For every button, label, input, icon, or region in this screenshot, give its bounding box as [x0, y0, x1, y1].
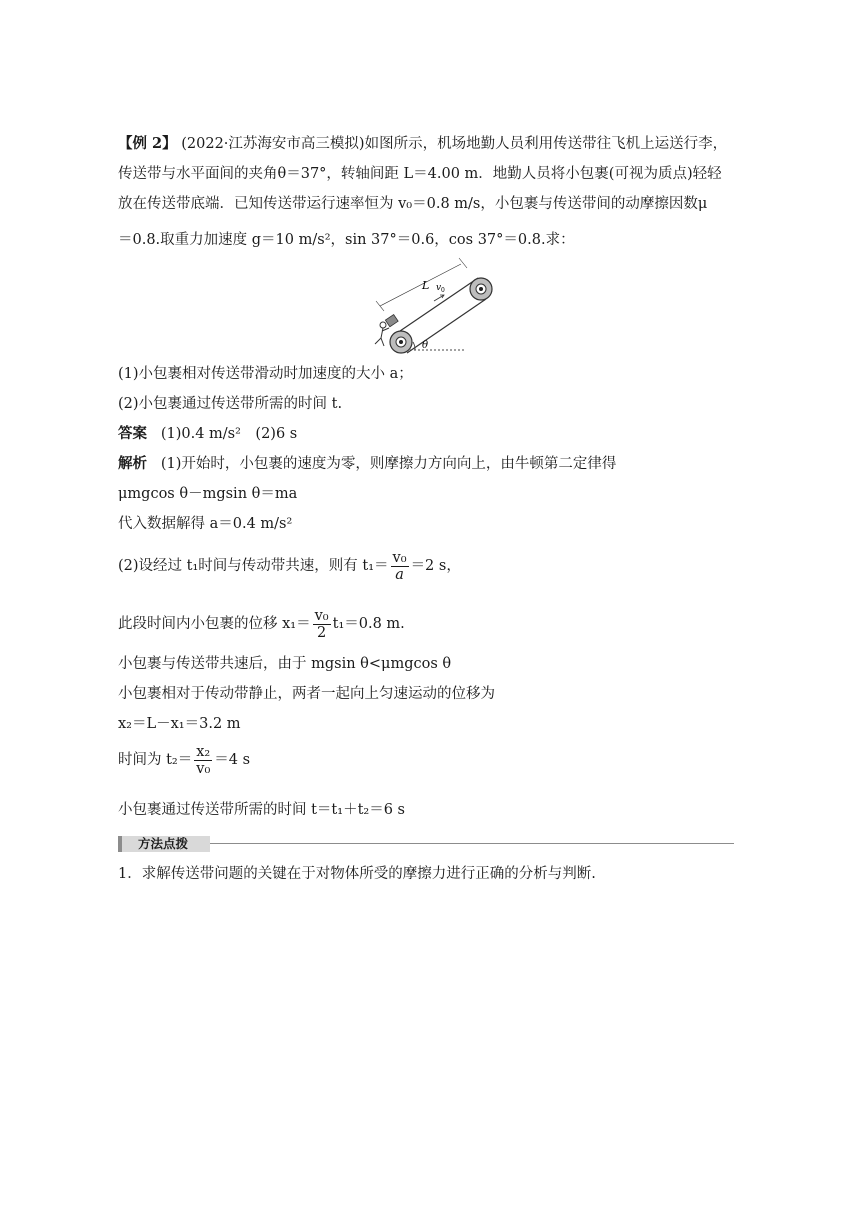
- example-line-4: ＝0.8.取重力加速度 g＝10 m/s²，sin 37°＝0.6，cos 37°＝0.8.求：: [118, 232, 575, 248]
- analysis-line-1: 解析 (1)开始时，小包裹的速度为零，则摩擦力方向向上，由牛顿第二定律得: [118, 455, 617, 472]
- package: [385, 315, 398, 327]
- label-theta: θ: [422, 340, 429, 351]
- belt-bottom: [407, 299, 486, 353]
- analysis-line-9: 时间为 t₂＝ $\frac{\text{x₂}}{\text{v₀}}$ ＝4 s: [118, 743, 251, 777]
- example-line-2: 传送带与水平面间的夹角θ＝37°，转轴间距 L＝4.00 m．地勤人员将小包裹(可视为质点)轻轻: [118, 166, 722, 182]
- answer-line: [118, 424, 297, 444]
- analysis-line-4: (2)设经过 t₁时间与传动带共速，则有 t₁＝ $\frac{\text{v₀}}{a}$ ＝2 s，: [118, 549, 461, 583]
- question-1: (1)小包裹相对传送带滑动时加速度的大小 a；: [118, 366, 413, 382]
- example-line-3: 放在传送带底端．已知传送带运行速率恒为 v₀＝0.8 m/s，小包裹与传送带间的动摩擦因数μ: [118, 196, 708, 212]
- velocity-arrow: [434, 295, 444, 301]
- fraction-v0-over-2: $\frac{\text{v₀}}{2}$: [314, 607, 329, 641]
- method-tip-header: [118, 836, 734, 852]
- analysis-line-6: 小包裹与传送带共速后，由于 mgsin θ<μmgcos θ: [118, 656, 452, 672]
- answer-text: (1)0.4 m/s² (2)6 s: [160, 426, 298, 442]
- question-2: (2)小包裹通过传送带所需的时间 t.: [118, 396, 343, 412]
- analysis-line-8: x₂＝L－x₁＝3.2 m: [118, 716, 241, 732]
- fraction-x2-over-v0: $\frac{\text{x₂}}{\text{v₀}}$: [196, 743, 211, 777]
- analysis-label: 解析: [118, 455, 147, 472]
- analysis-line-3: 代入数据解得 a＝0.4 m/s²: [118, 516, 293, 532]
- method-tip-tag: 方法点拨: [118, 836, 210, 852]
- label-v-sub: 0: [441, 287, 445, 294]
- analysis-line-10: 小包裹通过传送带所需的时间 t＝t₁＋t₂＝6 s: [118, 802, 405, 818]
- bottom-pulley-axle: [399, 340, 403, 344]
- example-tag: 【例 2】: [118, 135, 177, 152]
- example-text-1: 如图所示，机场地勤人员利用传送带往飞机上运送行李，: [364, 136, 728, 152]
- ground-worker: [375, 322, 389, 346]
- answer-label: 答案: [118, 425, 147, 442]
- example-source: (2022·江苏海安市高三模拟): [181, 136, 365, 152]
- analysis-line-5: 此段时间内小包裹的位移 x₁＝ $\frac{\text{v₀}}{2}$ t₁＝0.8 m.: [118, 607, 405, 641]
- analysis-line-2: μmgcos θ－mgsin θ＝ma: [118, 486, 298, 502]
- label-v: v: [436, 283, 442, 293]
- top-pulley-axle: [479, 287, 483, 291]
- conveyor-diagram: [364, 254, 504, 358]
- example-line-1: [118, 134, 727, 154]
- method-tip-point-1: 1．求解传送带问题的关键在于对物体所受的摩擦力进行正确的分析与判断.: [118, 866, 596, 882]
- method-tip-rule: [210, 843, 734, 844]
- analysis-line-7: 小包裹相对于传动带静止，两者一起向上匀速运动的位移为: [118, 686, 495, 702]
- label-L: L: [422, 279, 430, 292]
- fraction-v0-over-a: $\frac{\text{v₀}}{a}$: [392, 549, 407, 583]
- length-arrow: [380, 264, 461, 306]
